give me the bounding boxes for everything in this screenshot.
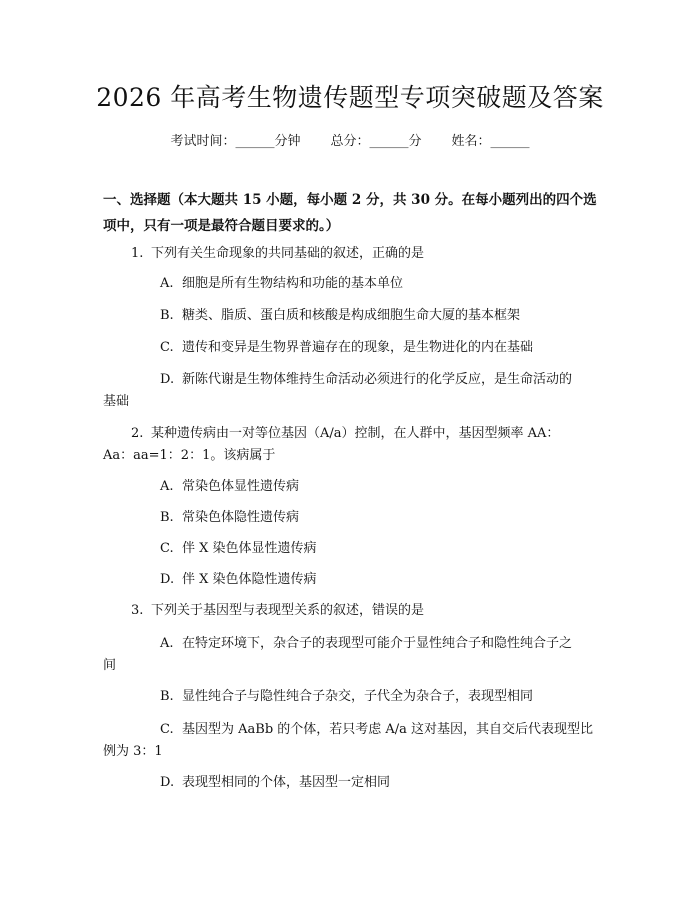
option-letter: A. <box>160 479 174 494</box>
option-letter: B. <box>160 510 174 525</box>
option-text: 伴 X 染色体隐性遗传病 <box>182 572 317 587</box>
question-number: 2. <box>131 426 144 441</box>
exam-time-field: 考试时间：______分钟 <box>170 134 301 149</box>
question-number: 1. <box>131 246 144 261</box>
option-text: 细胞是所有生物结构和功能的基本单位 <box>182 276 404 291</box>
option-text: 常染色体隐性遗传病 <box>182 510 300 525</box>
question-text: 下列关于基因型与表现型关系的叙述，错误的是 <box>151 603 425 618</box>
question-2-stem <box>131 423 559 445</box>
option-letter: D. <box>160 372 175 387</box>
question-1-option-d-continuation: 基础 <box>103 394 130 409</box>
option-text: 显性纯合子与隐性纯合子杂交，子代全为杂合子，表现型相同 <box>182 689 534 704</box>
student-name-field: 姓名：______ <box>451 134 530 149</box>
option-text: 表现型相同的个体，基因型一定相同 <box>182 775 391 790</box>
total-score-field: 总分：______分 <box>330 134 422 149</box>
question-3-stem <box>131 600 424 622</box>
option-text: 糖类、脂质、蛋白质和核酸是构成细胞生命大厦的基本框架 <box>182 308 521 323</box>
question-3-option-a <box>160 633 572 655</box>
option-text: 基因型为 AaBb 的个体，若只考虑 A/a 这对基因，其自交后代表现型比 <box>182 722 594 737</box>
question-2-option-c <box>160 538 317 560</box>
question-text: 某种遗传病由一对等位基因（A/a）控制，在人群中，基因型频率 AA： <box>151 426 560 441</box>
option-letter: C. <box>160 541 174 556</box>
question-2-option-b <box>160 507 299 529</box>
exam-info-bar <box>0 132 700 152</box>
question-2-option-a <box>160 476 299 498</box>
question-2-stem-continuation: Aa：aa=1：2：1。该病属于 <box>103 448 276 463</box>
question-3-option-c-continuation: 例为 3：1 <box>103 744 163 759</box>
question-2-option-d <box>160 569 317 591</box>
question-3-option-d <box>160 772 390 794</box>
option-letter: B. <box>160 689 174 704</box>
question-1-option-d <box>160 369 572 391</box>
question-text: 下列有关生命现象的共同基础的叙述，正确的是 <box>151 246 425 261</box>
question-1-option-c <box>160 337 533 359</box>
option-letter: C. <box>160 340 174 355</box>
option-letter: C. <box>160 722 174 737</box>
option-letter: D. <box>160 572 175 587</box>
option-text: 新陈代谢是生物体维持生命活动必须进行的化学反应，是生命活动的 <box>182 372 573 387</box>
question-3-option-b <box>160 686 533 708</box>
option-letter: B. <box>160 308 174 323</box>
question-number: 3. <box>131 603 144 618</box>
question-3-option-c <box>160 719 593 741</box>
option-letter: D. <box>160 775 175 790</box>
option-text: 遗传和变异是生物界普遍存在的现象，是生物进化的内在基础 <box>182 340 534 355</box>
document-title: 2026 年高考生物遗传题型专项突破题及答案 <box>96 83 604 112</box>
option-letter: A. <box>160 276 174 291</box>
option-text: 伴 X 染色体显性遗传病 <box>182 541 317 556</box>
question-3-option-a-continuation: 间 <box>103 658 117 673</box>
section-header: 一、选择题（本大题共 15 小题，每小题 2 分，共 30 分。在每小题列出的四个选项中，只有一项是最符合题目要求的。） <box>103 192 597 234</box>
question-1-stem <box>131 243 424 265</box>
question-1-option-a <box>160 273 403 295</box>
option-text: 常染色体显性遗传病 <box>182 479 300 494</box>
option-text: 在特定环境下，杂合子的表现型可能介于显性纯合子和隐性纯合子之 <box>182 636 573 651</box>
option-letter: A. <box>160 636 174 651</box>
question-1-option-b <box>160 305 520 327</box>
